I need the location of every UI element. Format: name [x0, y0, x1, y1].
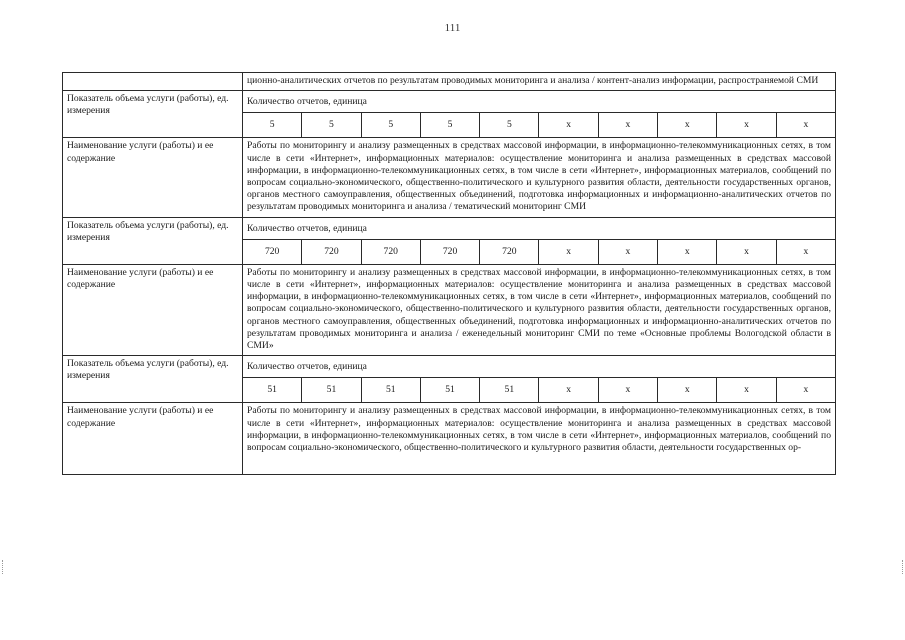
service-name-row — [63, 138, 836, 217]
volume-value: x — [658, 239, 717, 264]
volume-value: x — [717, 113, 776, 138]
volume-caption-row — [63, 91, 836, 113]
continuation-label-cell — [63, 73, 243, 91]
volume-caption: Количество отчетов, единица — [243, 217, 836, 239]
volume-label: Показатель объема услуги (работы), ед. измерения — [63, 91, 243, 138]
services-table — [62, 72, 836, 475]
volume-value: x — [717, 239, 776, 264]
volume-label: Показатель объема услуги (работы), ед. измерения — [63, 217, 243, 264]
volume-value: 51 — [480, 378, 539, 403]
volume-value: x — [776, 239, 835, 264]
volume-value: x — [776, 113, 835, 138]
service-name-text-cutoff: Работы по мониторингу и анализу размещенных в средствах массовой информации, в информационно-телекоммуникационных сетях, в том числе в сети «Интернет», информационных материалов: осуществление мониторинга и анализа размещенных в средствах массовой информации, в информационно-телекоммуникационных сетях, в том числе в сети «Интернет», информационных материалов, сообщений по вопросам социально-экономического, общественно-политического и культурного развития области, деятельности государственных ор- — [247, 405, 831, 454]
volume-value: 5 — [361, 113, 420, 138]
volume-label: Показатель объема услуги (работы), ед. измерения — [63, 356, 243, 403]
volume-value: 51 — [243, 378, 302, 403]
volume-value: x — [658, 378, 717, 403]
volume-value: 720 — [243, 239, 302, 264]
volume-value: 720 — [302, 239, 361, 264]
right-scan-mark — [899, 560, 903, 574]
volume-caption: Количество отчетов, единица — [243, 356, 836, 378]
service-name-text: Работы по мониторингу и анализу размещенных в средствах массовой информации, в информационно-телекоммуникационных сетях, в том числе в сети «Интернет», информационных материалов: осуществление мониторинга и анализа размещенных в средствах массовой информации, в информационно-телекоммуникационных сетях, в том числе в сети «Интернет», информационных материалов, сообщений по вопросам социально-экономического, общественно-политического и культурного развития области, деятельности государственных органов, органов местного самоуправления, общественных объединений, подготовка информационных и информационно-аналитических отчетов по результатам проводимых мониторинга и анализа / тематический мониторинг СМИ — [243, 138, 836, 217]
volume-value: 5 — [302, 113, 361, 138]
service-name-row — [63, 264, 836, 355]
service-name-row — [63, 403, 836, 475]
volume-value: 720 — [361, 239, 420, 264]
volume-caption-row — [63, 356, 836, 378]
service-name-text: Работы по мониторингу и анализу размещенных в средствах массовой информации, в информационно-телекоммуникационных сетях, в том числе в сети «Интернет», информационных материалов: осуществление мониторинга и анализа размещенных в средствах массовой информации, в информационно-телекоммуникационных сетях, в том числе в сети «Интернет», информационных материалов, сообщений по вопросам социально-экономического, общественно-политического и культурного развития области, деятельности государственных органов, органов местного самоуправления, общественных объединений, подготовка информационных и информационно-аналитических отчетов по результатам проводимых мониторинга и анализа / еженедельный мониторинг СМИ по теме «Основные проблемы Вологодской области в СМИ» — [243, 264, 836, 355]
volume-value: x — [539, 378, 598, 403]
volume-value: x — [658, 113, 717, 138]
left-scan-mark — [2, 560, 6, 574]
volume-caption: Количество отчетов, единица — [243, 91, 836, 113]
volume-value: x — [598, 239, 657, 264]
volume-value: 5 — [420, 113, 479, 138]
volume-caption-row — [63, 217, 836, 239]
volume-value: x — [539, 113, 598, 138]
volume-value: 720 — [480, 239, 539, 264]
volume-value: x — [776, 378, 835, 403]
volume-value: x — [539, 239, 598, 264]
volume-value: 720 — [420, 239, 479, 264]
volume-value: 5 — [480, 113, 539, 138]
volume-value: 51 — [420, 378, 479, 403]
service-name-label: Наименование услуги (работы) и ее содержание — [63, 403, 243, 475]
volume-value: x — [598, 113, 657, 138]
continuation-row — [63, 73, 836, 91]
volume-value: 51 — [302, 378, 361, 403]
continuation-text: ционно-аналитических отчетов по результатам проводимых мониторинга и анализа / контент-анализ информации, распространяемой СМИ — [243, 73, 836, 91]
service-name-label: Наименование услуги (работы) и ее содержание — [63, 264, 243, 355]
volume-value: x — [598, 378, 657, 403]
volume-value: 51 — [361, 378, 420, 403]
service-name-label: Наименование услуги (работы) и ее содержание — [63, 138, 243, 217]
service-name-text — [243, 403, 836, 475]
page-number: 111 — [444, 22, 461, 34]
volume-value: 5 — [243, 113, 302, 138]
volume-value: x — [717, 378, 776, 403]
